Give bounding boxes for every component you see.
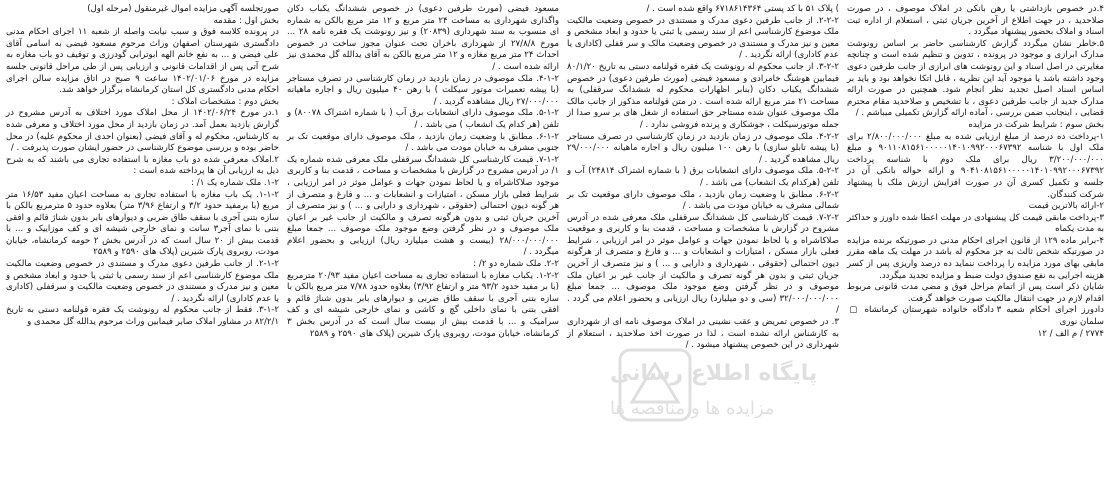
text-column-2	[287, 4, 559, 484]
text-column-3	[567, 4, 839, 484]
column-2-text: مسعود فیضی (مورث طرفین دعوی) در خصوص ششدانگ یکباب دکان واگذاری شهرداری به مساحت ۲۴ متر مربع و ۱۲ متر مربع بالکن به شماره ای منسوب به سند شهرداری (۲۰۸۳۹) و نیز رونوشت یک فقره نامه ۲۸ ... مورخ ۲۷/۸/۸ از شهرداری باخران تحت عنوان مجوز ساخت در خصوص احداث ۲۴ متر مربع مغازه و ۱۲ متر مربع بالکن به آقای یدالله گل محمدی نیز ارائه شده است . / ۴-۱-۲. ملک موصوف در زمان بازدید در زمان کارشناسی در تصرف مستاجر (با پیشه تعمیرات موتور سیکلت ) با رهن ۴۰ میلیون ریال و اجاره ماهیانه ۲۷/۰۰۰/۰۰۰ ریال مشاهده گردید . / ۵-۱-۲. ملک موصوف دارای انشعابات برق آب ( با شماره اشتراک ۸۰۰۷۸) و تلفن (هر کدام یک انشعاب ) می باشد . / ۶-۱-۲. مطابق با وضعیت زمان بازدید ، ملک موصوف دارای موقعیت تک بر جنوبی مشرف به خیابان مودت می باشد . / ۷-۱-۲. قیمت کارشناسی کل ششدانگ سرقفلی ملک معرفی شده شماره یک ۱/ در آدرس مشروح در گزارش با مشخصات و مساحت ، قدمت بنا و کاربری موجود صلاکاشراه و یا لحاظ نمودن جهات و عوامل موثر در امر ارزیابی ، شرایط فعلی بازار مسکن ، امتیازات و انشعابات و ... و فارغ و متصرف از هر گونه دیون احتمالی (حقوقی ، شهرداری و دارایی و ... ) و نیز متصرف از آخرین جریان ثبتی و بدون هرگونه تصرف و مالکیت از جانب غیر بر اعیان ملک موصوف و در نظر گرفتن وضع موجود ملک موصوف ... جمعا مبلغ ۲۸/۰۰۰/۰۰۰/۰۰۰ (بیست و هشت میلیارد ریال) ارزیابی و بحضور اعلام میگردد . / ۲-۲. ملک شماره دو ۲/ : ۱-۲-۲. یکباب مغازه با استفاده تجاری به مساحت اعیان مفید ۲۰/۹۳ مترمربع (با بر مفید حدود ۹۳/۲ متر و ارتفاع ۳/۹۲) بعلاوه حدود ۷/۷۸ متر مربع بالکن با سازه بتنی آجری با سقف طاق ضربی و دیوارهای بابر بدون شناژ قائم و افقی بتنی با نمای داخلی گچ و کاشی و نمای خارجی شیشه ای و کف سرامیک و ... با قدمت بیش از بیست سال است که در آدرس بخش ۳ کرمانشاه، خیابان مودت، روبروی پارک شیرین (پلاک های ۲۵۹۰ و ۲۵۸۹	[287, 4, 560, 339]
watermark-line-1: پایگاه اطلاع رسانی	[610, 361, 818, 386]
watermark-line-2: مزایده ها و مناقصه ها	[610, 398, 775, 419]
column-3-text: ) پلاک ۵۱ با کد پستی ۶۷۱۸۶۱۴۳۶۴ واقع شده است . / ۲-۲-۲. از جانب طرفین دعوی مدرک و مستندی در خصوص وضعیت مالکیت ملک موضوع کارشناسی اعم از سند رسمی یا ثبتی یا حدود و ابعاد مشخص و معین و نیز مدرک و مستندی در خصوص وضعیت مالک و سر قفلی (کاداری یا عدم کاداری) ارائه نگردید . / ۳-۲-۲. از جانب محکوم له رونوشت یک فقره قولنامه دستی به تاریخ ۸۰/۱/۲۰ فیمابین هوشنگ خامرادی و مسعود فیضی (مورث طرفین دعوی) در خصوص ششدانگ یکباب دکان (بنابر اظهارات محکوم له ششدانگ سرقفلی) به مساحت ۲۱ متر مربع ارائه شده است . در متن قولنامه مذکور از جانب مالک ملک موصوف عنوان شده مستاجر حق استفاده از شغل های بر سرو صدا از جمله موتورسیکلت ، جوشکاری و پرنده فروشی ندارد . / ۴-۲-۲. ملک موصوف در زمان بازدید در زمان کارشناسی در تصرف مستاجر (با پیشه تابلو سازی) با رهن ۱۰۰ میلیون ریال و اجاره ماهیانه ۲۹/۰۰۰/۰۰۰ ریال مشاهده گردید . / ۵-۲-۲. ملک موصوف دارای انشعابات برق ( با شماره اشتراک ۲۴۸۱۴) آب و تلفن (هرکدام یک انشعاب) می باشد . / ۶-۲-۲. مطابق با وضعیت زمان بازدید ، ملک موصوف دارای موقعیت تک بر شمالی مشرف به خیابان مودت می باشد . / ۷-۲-۲. قیمت کارشناسی کل ششدانگ سرقفلی ملک معرفی شده در آدرس مشروح در گزارش با مشخصات و مساحت ، قدمت بنا و کاربری و موقعیت صلاکاشراه و یا لحاظ نمودن جهات و عوامل موثر در امر ارزیابی ، شرایط فعلی بازار مسکن ، امتیازات و انشعابات و ... و فارغ و متصرف از هرگونه دیون احتمالی (حقوقی ، شهرداری و دارایی و ... ) و نیز متصرف از آخرین جریان ثبتی و بدون هر گونه تصرف و مالکیت از جانب غیر بر اعیان ملک موصوف و در نظر گرفتن وضع موجود ملک موصوف ... جمعا مبلغ ۳۲/۰۰۰/۰۰۰/۰۰۰ (سی و دو میلیارد) ریال ارزیابی و بحضور اعلام می گردد . / ۳. در خصوص تمریض و عقب نشینی در املاک موصوف نامه ای از شهرداری به کارشناس ارائه نشده است ، لذا در صورت اخذ صلاحدید ، استعلام از شهرداری در این خصوص پیشنهاد میشود . /	[567, 4, 840, 351]
text-column-4	[847, 4, 1104, 484]
column-4-text: ۴.در خصوص بازداشتی یا رهن بانکی در املاک موصوف ، در صورت صلاحدید ، در جهت اطلاع از آخرین جریان ثبتی ، استعلام از اداره ثبت اسناد و املاک بحضور پیشنهاد میگردد . ۵.خاطر نشان میگردد گزارش کارشناسی حاضر بر اساس رونوشت مدارک ابرازی و موجود در پرونده ، تدوین و تنظیم شده است و چنانچه مغایرتی در اصل اسناد و این رونوشت های ابرازی از جانب طرفین دعوی وجود داشته باشد یا موجود آید این نظریه ، قابل اتکا نخواهد بود و باید بر اساس اسناد اصیل تجدید نظر انجام شود. همچنین در صورت ارائه مدارک جدید از جانب طرفین دعوی ، با تشخیص و صلاحدید مقام محترم قضایی ، اینجانب ضمن بررسی ، آماده ارائه گزارش تکمیلی میباشم . / بخش سوم : شرایط شرکت در مزایده ۱-پرداخت ده درصد از مبلغ ارزیابی شده به مبلغ ۲/۸۰۰/۰۰۰/۰۰۰ برای ملک اول با شناسه ۹۰۱۱۰۸۱۵۶۱۰۰۰۰۰۱۴۰۱۰۹۹۲۰۰۰۶۷۳۹۲ و مبلغ ۳/۲۰۰/۰۰۰/۰۰۰ ریال برای ملک دوم با شناسه پرداخت ۹۰۴۱۰۸۱۵۶۱۰۰۰۰۰۱۴۰۱۰۹۹۲۰۰۰۶۷۳۹۲ و ارائه حواله بانکی آن در جلسه و تکمیل کسری آن در صورت افزایش ارزش ملک با پیشنهاد شرکت کنندگان. ۲-ارائه بالاترین قیمت ۳-پرداخت مابقی قیمت کل پیشنهادی در مهلت اعطا شده داورز و حداکثر به مدت یکماه ۴-برابر ماده ۱۲۹ از قانون اجرای احکام مدنی در صورتیکه برنده مزایده در صورتیکه شخص ثالث به جز محکوم له باشد در مهلت یک ماهه مقرر مابقی بهای مورد مزایده را پرداخت ننماید ده درصد واریزی پس از کسر هزینه اجرایی به نفع صندوق دولت ضبط و مزایده تجدید میگردد. شایان ذکر است پس از اتمام مراحل فوق و مضی مدت قانونی مربوط اقدام لازم در جهت انتقال مالکیت صورت خواهد گرفت. دادورز اجرای احکام شعبه ۳ دادگاه خانواده شهرستان کرمانشاه ▢ سلمان نوری ۲۷۷۴ / م الف / ۱۲	[847, 4, 1105, 339]
column-1-text: صورتجلسه آگهی مزایده اموال غیرمنقول (مرحله اول) بخش اول : مقدمه در پرونده کلاسه فوق و سبب نیابت واصله از شعبه ۱۱ اجرای احکام مدنی دادگستری شهرستان اصفهان وراث مرحوم مسعود فیضی به اسامی آقای علی فیضی و ... به نفع خانم الهه ابوترابی گودرزی و توقیف دو باب مغازه به شرح آتی پس از اقدامات قانونی و ارزیابی پس از طی مراحل قانونی جلسه مزایده در مورخ ۱۴۰۲/۰۱/۰۶ ساعت ۹ صبح در اتاق مزایده سالن اجرای احکام مدنی دادگستری کل استان کرمانشاه برگزار خواهد شد. بخش دوم : مشخصات املاک : ۱.در مورخ ۱۴۰۲/۰۶/۲۴ از محل املاک مورد اختلاف به آدرس مشروح در گزارش بازدید بعمل آمد. در زمان بازدید از محل مورد اختلاف و معرفی شده به کارشناس، محکوم له و آقای فیضی (بعنوان احدی از محکوم علیه) در محل حاضر بوده و بررسی موضوع کارشناسی در حضور ایشان صورت پذیرفت . / ۲.املاک معرفی شده دو باب مغازه با استفاده تجاری می باشند که به شرح ذیل به ارزیابی آن ها پرداخته شده است : ۱-۲. ملک شماره یک ۱/ : ۱-۱-۲. یک باب مغازه با استفاده تجاری به مساحت اعیان مفید ۱۶/۵۳ متر مربع (با برمفید حدود ۳/۲ و ارتفاع ۳/۹۶ متر) بعلاوه حدود ۵ مترمربع بالکن با سازه بتنی آجری با سقف طاق ضربی و دیوارهای بابر بدون شناژ قائم و افقی بتنی با نمای آجر۳ سانت و نمای خارجی شیشه ای و کف موزاییک و ... با قدمت بیش از ۲۰ سال است که در آدرس بخش ۲ حومه کرمانشاه، خیابان مودت، روبروی پارک شیرین (پلاک های ۲۵۹۰ و ۲۵۸۹ ۲-۱-۲. از جانب طرفین دعوی مدرک و مستندی در خصوص وضعیت مالکیت ملک موضوع کارشناسی اعم از سند رسمی یا ثبتی یا حدود و ابعاد مشخص و معین و نیز مدرک و مستندی در خصوص وضعیت مالکیت و سرقفلی (کاداری یا عدم کاداری) ارائه نگردید . / ۳-۱-۲. فقط از جانب محکوم له رونوشت یک فقره قولنامه دستی به تاریخ ۸۲/۲/۱ در مشاور املاک صابر فیمابین وراث مرحوم یدالله گل محمدی و	[6, 4, 280, 328]
text-column-1	[6, 4, 279, 484]
